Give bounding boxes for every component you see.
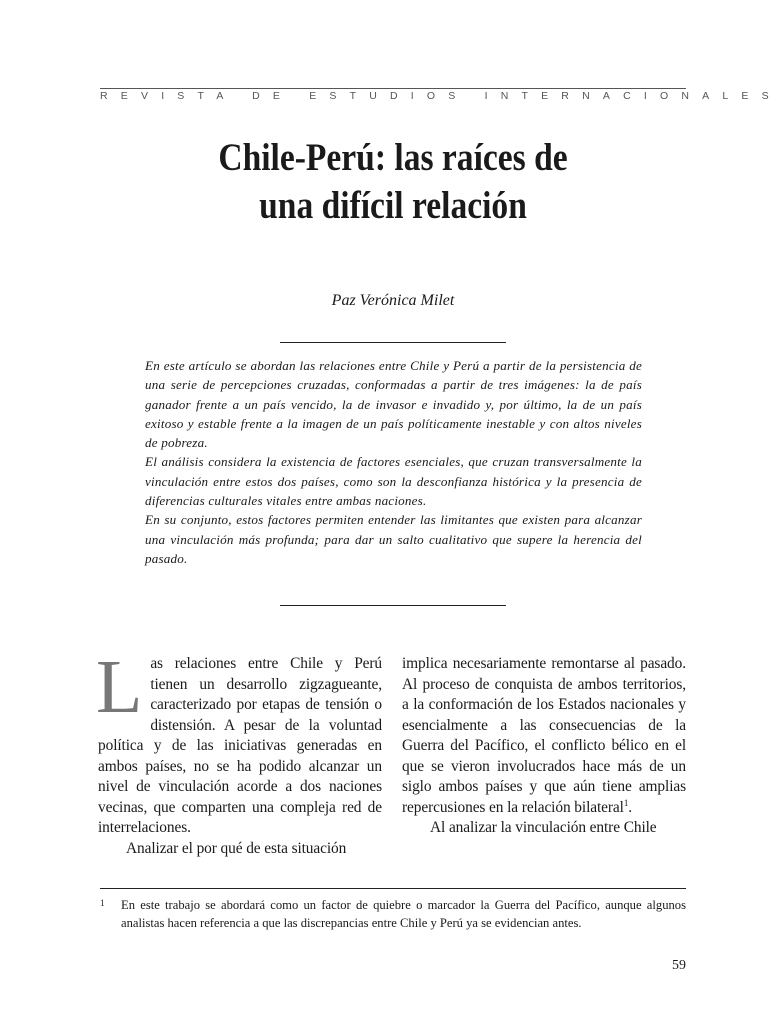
body-text-end: . [628,798,632,816]
body-text: implica necesariamente remontarse al pasado. Al proceso de conquista de ambos territorios, a la conformación de los Estados nacionales y esencialmente a las consecuencias de la Guerra del Pacífico, el conflicto bélico en el que se vieron involucrados hace más de un siglo ambos países y que aún tiene amplias repercusiones en la relación bilateral [402,655,686,816]
body-paragraph [96,645,382,839]
abstract-paragraph: En su conjunto, estos factores permiten entender las limitantes que existen para alcanzar una vinculación más profunda; para dar un salto cualitativo que supere la herencia del pasado. [145,512,642,566]
body-paragraph: Analizar el por qué de esta situación [126,839,347,857]
body-column-right [402,654,686,839]
body-text: as relaciones entre Chile y Perú tienen un desarrollo zigzagueante, caracterizado por etapas de tensión o distensión. A pesar de la voluntad política y de las iniciativas generadas en ambos países, no se ha podido alcanzar un nivel de vinculación acorde a dos naciones vecinas, que comparten una compleja red de interrelaciones. [98,655,382,836]
abstract [145,356,642,568]
abstract-paragraph: En este artículo se abordan las relaciones entre Chile y Perú a partir de la persistencia de una serie de percepciones cruzadas, conformadas a partir de tres imágenes: la de país ganador frente a un país vencido, la de invasor e invadido y, por último, la de un país exitoso y estable frente a la imagen de un país políticamente inestable y con altos niveles de pobreza. [145,358,642,451]
body-column-left [96,645,382,859]
title-line-2: una difícil relación [259,184,527,227]
abstract-bottom-rule [280,605,506,606]
footnote [100,896,686,932]
footnote-number: 1 [100,898,105,908]
body-paragraph: Al analizar la vinculación entre Chile [430,819,657,836]
footnote-rule [100,888,686,889]
abstract-top-rule [280,342,506,343]
drop-cap: L [96,645,143,729]
title-line-1: Chile-Perú: las raíces de [218,136,568,179]
footnote-text: En este trabajo se abordará como un factor de quiebre o marcador la Guerra del Pacífico, aunque algunos analistas hacen referencia a que las discrepancias entre Chile y Perú ya se evidencian antes. [121,898,686,930]
journal-name: REVISTA DE ESTUDIOS INTERNACIONALES [100,90,782,102]
abstract-paragraph: El análisis considera la existencia de factores esenciales, que cruzan transversalmente la vinculación entre estos dos países, como son la desconfianza histórica y la presencia de diferencias culturales vitales entre ambas naciones. [145,454,642,509]
body-paragraph [402,654,686,818]
footnote-reference[interactable]: 1 [623,797,629,808]
page-number: 59 [672,958,686,973]
header-rule [100,88,686,89]
article-title [141,134,645,230]
article-author: Paz Verónica Milet [331,292,455,309]
